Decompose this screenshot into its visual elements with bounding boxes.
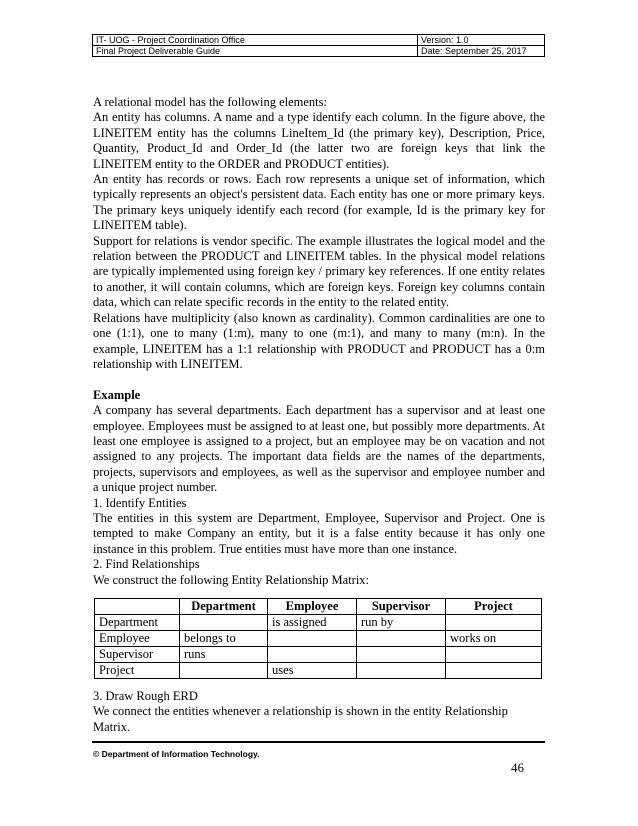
step-identify-entities: 1. Identify Entities — [93, 495, 187, 510]
paragraph-columns: An entity has columns. A name and a type identify each column. In the figure above, the LINEITEM entity has the columns LineItem_Id (the primary key), Description, Price, Quantity, Product_Id and Order_Id (the latter two are foreign keys that link the LINEITEM entity to the ORDER and PRODUCT entities). — [93, 110, 545, 171]
example-heading: Example — [93, 387, 141, 402]
step-find-relationships: 2. Find Relationships — [93, 557, 200, 572]
matrix-row — [95, 646, 542, 662]
matrix-cell — [268, 646, 357, 662]
header-date: Date: September 25, 2017 — [418, 46, 545, 57]
document-header-table — [92, 34, 545, 57]
matrix-header-cell: Department — [180, 598, 268, 614]
matrix-row — [95, 614, 542, 630]
matrix-header-cell: Employee — [268, 598, 357, 614]
matrix-cell: run by — [357, 614, 446, 630]
matrix-cell: is assigned — [268, 614, 357, 630]
document-body — [93, 95, 545, 735]
matrix-cell: runs — [180, 646, 268, 662]
step-draw-erd: 3. Draw Rough ERD — [93, 688, 198, 703]
matrix-row — [95, 630, 542, 646]
matrix-cell — [446, 614, 542, 630]
matrix-cell: Department — [95, 614, 180, 630]
matrix-cell: uses — [268, 662, 357, 678]
paragraph-matrix-intro: We construct the following Entity Relationship Matrix: — [93, 572, 370, 587]
header-office: IT- UOG - Project Coordination Office — [93, 35, 418, 46]
matrix-cell: works on — [446, 630, 542, 646]
matrix-row — [95, 662, 542, 678]
footer-divider — [92, 741, 545, 743]
matrix-cell: Employee — [95, 630, 180, 646]
paragraph-relations-support: Support for relations is vendor specific. The example illustrates the logical model and the relation between the PRODUCT and LINEITEM tables. In the physical model relations are typically implemented using foreign key / primary key references. If one entity relates to another, it will contain columns, which are foreign keys. Foreign key columns contain data, which can relate specific records in the entity to the related entity. — [93, 233, 545, 310]
paragraph-records: An entity has records or rows. Each row represents a unique set of information, which typically represents an object's persistent data. Each entity has one or more primary keys. The primary keys uniquely identify each record (for example, Id is the primary key for LINEITEM table). — [93, 172, 545, 233]
header-version: Version: 1.0 — [418, 35, 545, 46]
matrix-cell — [180, 662, 268, 678]
matrix-cell — [357, 646, 446, 662]
matrix-header-row — [95, 598, 542, 614]
entity-relationship-matrix — [94, 598, 542, 679]
matrix-header-cell: Supervisor — [357, 598, 446, 614]
paragraph-erd: We connect the entities whenever a relationship is shown in the entity Relationship Matrix. — [93, 704, 508, 734]
matrix-header-cell — [95, 598, 180, 614]
matrix-cell: belongs to — [180, 630, 268, 646]
paragraph-intro: A relational model has the following elements: — [93, 95, 327, 109]
header-guide: Final Project Deliverable Guide — [93, 46, 418, 57]
matrix-cell — [180, 614, 268, 630]
page-number: 46 — [511, 760, 524, 775]
matrix-cell: Supervisor — [95, 646, 180, 662]
matrix-cell — [446, 662, 542, 678]
matrix-cell — [357, 662, 446, 678]
paragraph-example: A company has several departments. Each department has a supervisor and at least one employee. Employees must be assigned to at least one, but possibly more departments. At least one employee is assigned to a project, but an employee may be on vacation and not assigned to any projects. The important data fields are the names of the departments, projects, supervisors and employees, as well as the supervisor and employee number and a unique project number. — [93, 403, 545, 495]
matrix-cell: Project — [95, 662, 180, 678]
footer-copyright: © Department of Information Technology. — [93, 749, 260, 759]
matrix-header-cell: Project — [446, 598, 542, 614]
paragraph-entities: The entities in this system are Department, Employee, Supervisor and Project. One is tempted to make Company an entity, but it is a false entity because it has only one instance in this problem. True entities must have more than one instance. — [93, 510, 545, 556]
matrix-cell — [268, 630, 357, 646]
matrix-cell — [446, 646, 542, 662]
paragraph-multiplicity: Relations have multiplicity (also known as cardinality). Common cardinalities are one to one (1:1), one to many (1:m), many to one (m:1), and many to many (m:n). In the example, LINEITEM has a 1:1 relationship with PRODUCT and PRODUCT has a 0:m relationship with LINEITEM. — [93, 310, 545, 371]
matrix-cell — [357, 630, 446, 646]
